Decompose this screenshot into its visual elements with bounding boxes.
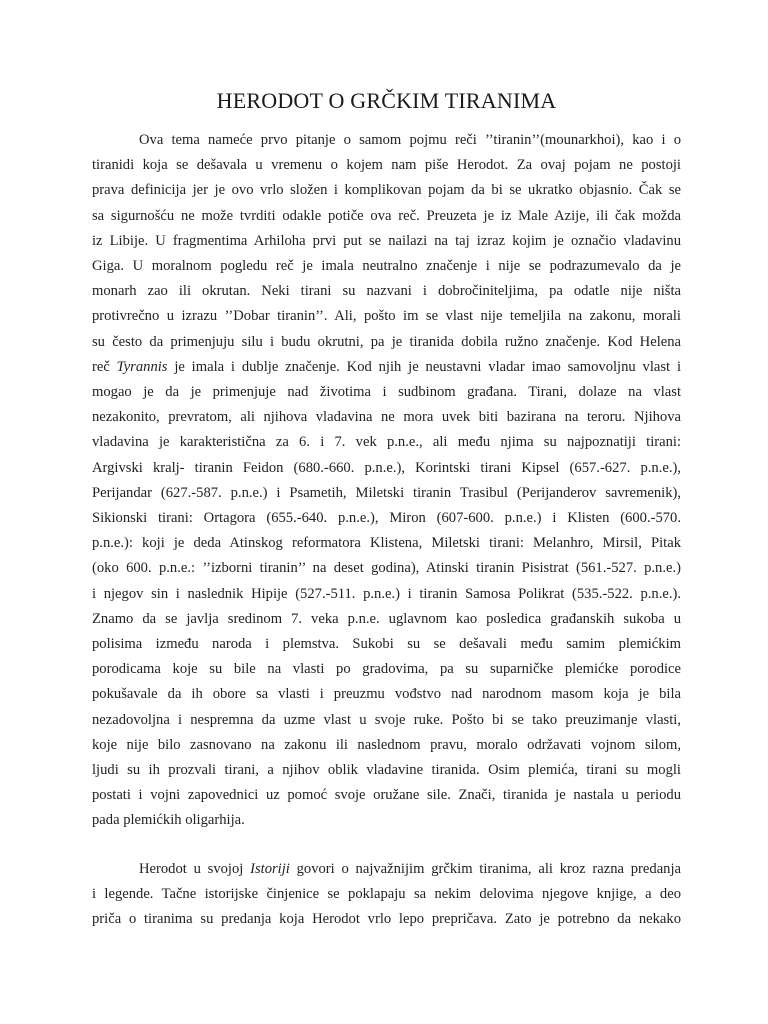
text-line: i legende. Tačne istorijske činjenice se poklapaju sa nekim delovima njegove knjige, a deo: [92, 885, 681, 902]
text-line: su često da primenjuju silu i budu okrutni, pa je tiranida dobila ružno značenje. Kod Helena: [92, 333, 681, 350]
text-line-with-italic: [92, 857, 681, 882]
text-line: sa sigurnošću ne može tvrditi odakle potiče ova reč. Preuzeta je iz Male Azije, ili čak možda: [92, 207, 681, 224]
text-run: reč: [92, 358, 117, 375]
text-run: Herodot u svojoj: [139, 860, 251, 877]
text-line: (oko 600. p.n.e.: ’’izborni tiranin’’ na deset godina), Atinski tiranin Pisistrat (561.-527. p.n.e.): [92, 560, 681, 577]
text-line: koje nije bilo zasnovano na zakonu ili naslednom pravu, moralo održavati vojnom silom,: [92, 736, 681, 753]
text-line: p.n.e.): koji je deda Atinskog reformatora Klistena, Miletski tirani: Melanhro, Mirsil, Pitak: [92, 535, 681, 552]
text-line: vladavina je karakteristična za 6. i 7. vek p.n.e., ali među njima su najpoznatiji tirani:: [92, 434, 681, 451]
text-line: Perijandar (627.-587. p.n.e.) i Psametih, Miletski tiranin Trasibul (Perijanderov savremenik),: [92, 484, 681, 501]
text-line: i njegov sin i naslednik Hipije (527.-511. p.n.e.) i tiranin Samosa Polikrat (535.-522. p.n.e.).: [92, 585, 681, 602]
text-line: prava definicija jer je ovo vrlo složen i komplikovan pojam da bi se ukratko objasnio. Čak se: [92, 182, 681, 199]
document-title: HERODOT O GRČKIM TIRANIMA: [216, 88, 557, 113]
paragraph-spacer: [92, 834, 681, 857]
text-line: mogao je da je primenjuje nad životima i sudbinom građana. Tirani, dolaze na vlast: [92, 384, 681, 401]
text-line: protivrečno u izrazu ’’Dobar tiranin’’. Ali, pošto im se vlast nije temeljila na zakonu, morali: [92, 308, 681, 325]
text-line: iz Libije. U fragmentima Arhiloha prvi put se nailazi na taj izraz kojim je označio vladavinu: [92, 232, 681, 249]
text-run: je imala i dublje značenje. Kod njih je neustavni vladar imao samovoljnu vlast i: [167, 358, 681, 375]
text-line: pada plemićkih oligarhija.: [92, 812, 245, 829]
text-line: porodicama koje su bile na vlasti po gradovima, pa su suparničke plemićke porodice: [92, 661, 681, 678]
text-line-with-italic: [92, 355, 681, 380]
text-line: Giga. U moralnom pogledu reč je imala neutralno značenje i nije se podrazumevalo da je: [92, 258, 681, 275]
italic-term: Istoriji: [250, 860, 290, 877]
italic-term: Tyrannis: [116, 358, 168, 375]
text-line: nezadovoljna i nespremna da uzme vlast u svoje ruke. Pošto bi se tako preuzimanje vlasti,: [92, 711, 681, 728]
paragraph-1: [92, 128, 681, 834]
text-line: Znamo da se javlja sredinom 7. veka p.n.e. uglavnom kao posledica građanskih sukoba u: [92, 610, 681, 627]
text-line: Sikionski tirani: Ortagora (655.-640. p.n.e.), Miron (607-600. p.n.e.) i Klisten (600.-570.: [92, 510, 681, 527]
text-line: postati i vojni zapovednici uz pomoć svoje oružane sile. Znači, tiranida je nastala u periodu: [92, 787, 681, 804]
text-line: polisima između naroda i plemstva. Sukobi su se dešavali među samim plemićkim: [92, 636, 681, 653]
text-line: pokušavale da ih obore sa vlasti i preuzmu vođstvo nad narodnom masom koja je bila: [92, 686, 681, 703]
paragraph-2: [92, 857, 681, 933]
text-line: tiranidi koja se dešavala u vremenu o kojem nam piše Herodot. Za ovaj pojam ne postoji: [92, 157, 681, 174]
text-run: govori o najvažnijim grčkim tiranima, ali kroz razna predanja: [289, 860, 681, 877]
text-line: Argivski kralj- tiranin Feidon (680.-660. p.n.e.), Korintski tirani Kipsel (657.-627. p.n.e.),: [92, 459, 681, 476]
text-line: priča o tiranima su predanja koja Herodot vrlo lepo prepričava. Zato je potrebno da nekako: [92, 911, 681, 928]
text-line: ljudi su ih prozvali tirani, a njihov oblik vladavine tiranida. Osim plemića, tirani su mogli: [92, 762, 681, 779]
text-line: Ova tema nameće prvo pitanje o samom pojmu reči ’’tiranin’’(mounarkhoi), kao i o: [139, 132, 681, 148]
text-line: nezakonito, prevratom, ali njihova vladavina ne mora uvek biti bazirana na teroru. Njihova: [92, 409, 681, 426]
text-line: monarh zao ili okrutan. Neki tirani su nazvani i dobročiniteljima, pa odatle nije ništa: [92, 283, 681, 300]
